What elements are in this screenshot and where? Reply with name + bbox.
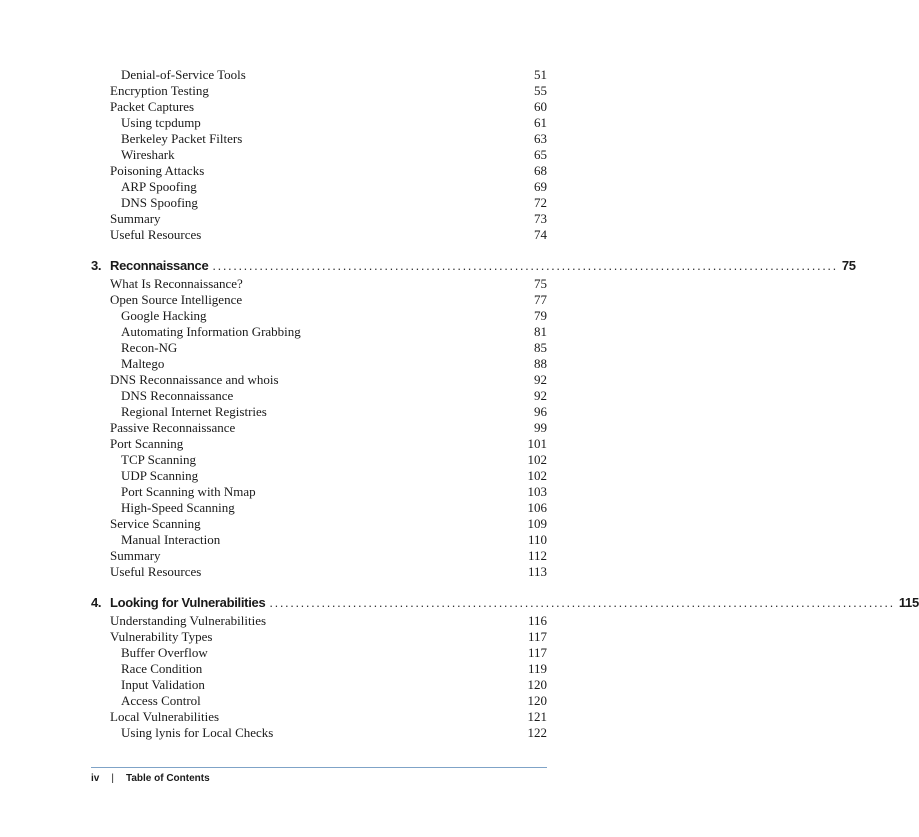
toc-entry[interactable] bbox=[110, 163, 547, 179]
footer-rule bbox=[91, 767, 547, 768]
toc-entry[interactable] bbox=[110, 613, 547, 629]
toc-entry[interactable] bbox=[110, 564, 547, 580]
toc-entry-page: 63 bbox=[534, 131, 547, 146]
toc-entry-page: 101 bbox=[527, 436, 547, 451]
toc-entry-title: Service Scanning bbox=[110, 516, 201, 531]
toc-entry-page: 51 bbox=[534, 67, 547, 82]
toc-entry-title: High-Speed Scanning bbox=[121, 500, 235, 515]
toc-entry-title: Open Source Intelligence bbox=[110, 292, 243, 307]
toc-entry-page: 77 bbox=[534, 292, 547, 307]
toc-entry[interactable] bbox=[121, 195, 547, 211]
toc-entry-page: 74 bbox=[534, 227, 547, 242]
toc-entry-title: Vulnerability Types bbox=[110, 629, 213, 644]
toc-entry-title: DNS Reconnaissance bbox=[121, 388, 234, 403]
toc-entry[interactable] bbox=[121, 308, 547, 324]
toc-entry[interactable] bbox=[110, 709, 547, 725]
toc-entry-title: Summary bbox=[110, 548, 161, 563]
toc-entry-title: Understanding Vulnerabilities bbox=[110, 613, 267, 628]
toc-entry[interactable] bbox=[121, 324, 547, 340]
chapter-page: 115 bbox=[898, 595, 919, 610]
chapter-number: 3. bbox=[91, 258, 102, 273]
toc-entry-page: 117 bbox=[527, 645, 547, 660]
toc-entry-page: 85 bbox=[534, 340, 547, 355]
toc-entry-page: 72 bbox=[534, 195, 547, 210]
toc-entry[interactable] bbox=[121, 356, 547, 372]
toc-entry-page: 120 bbox=[527, 677, 547, 692]
toc-entry-title: Poisoning Attacks bbox=[110, 163, 205, 178]
toc-entry-title: Google Hacking bbox=[121, 308, 207, 323]
toc-entry-title: Packet Captures bbox=[110, 99, 195, 114]
toc-entry-page: 121 bbox=[527, 709, 547, 724]
toc-entry-page: 65 bbox=[534, 147, 547, 162]
toc-entry[interactable] bbox=[121, 677, 547, 693]
footer-separator: | bbox=[111, 773, 114, 784]
toc-entry-page: 112 bbox=[527, 548, 547, 563]
toc-entry[interactable] bbox=[110, 227, 547, 243]
toc-entry[interactable] bbox=[121, 500, 547, 516]
toc-entry-page: 102 bbox=[527, 468, 547, 483]
toc-entry-page: 60 bbox=[534, 99, 547, 114]
chapter-number: 4. bbox=[91, 595, 102, 610]
toc-entry-title: What Is Reconnaissance? bbox=[110, 276, 243, 291]
toc-entry-title: DNS Reconnaissance and whois bbox=[110, 372, 279, 387]
page-footer bbox=[91, 772, 210, 786]
toc-entry[interactable] bbox=[121, 532, 547, 548]
toc-entry-title: Input Validation bbox=[121, 677, 205, 692]
toc-entry-page: 96 bbox=[534, 404, 547, 419]
toc-entry[interactable] bbox=[121, 340, 547, 356]
toc-chapter-heading[interactable] bbox=[91, 593, 919, 613]
toc-entry-title: Useful Resources bbox=[110, 227, 202, 242]
toc-entry[interactable] bbox=[110, 436, 547, 452]
toc-entry-title: Berkeley Packet Filters bbox=[121, 131, 243, 146]
toc-entry-title: Race Condition bbox=[121, 661, 203, 676]
toc-entry[interactable] bbox=[121, 67, 547, 83]
toc-entry[interactable] bbox=[121, 404, 547, 420]
toc-entry-page: 109 bbox=[527, 516, 547, 531]
toc-entry-title: Regional Internet Registries bbox=[121, 404, 267, 419]
toc-entry-page: 99 bbox=[534, 420, 547, 435]
toc-entry[interactable] bbox=[121, 484, 547, 500]
dot-leader: ........................................................................................................................ bbox=[269, 595, 895, 610]
toc-entry-page: 122 bbox=[527, 725, 547, 740]
toc-entry[interactable] bbox=[121, 725, 547, 741]
toc-entry-title: Denial-of-Service Tools bbox=[121, 67, 246, 82]
toc-entry-page: 88 bbox=[534, 356, 547, 371]
toc-entry[interactable] bbox=[121, 131, 547, 147]
toc-entry-title: Automating Information Grabbing bbox=[121, 324, 301, 339]
chapter-title: Looking for Vulnerabilities bbox=[110, 595, 266, 610]
toc-entry[interactable] bbox=[110, 420, 547, 436]
toc-entry-page: 102 bbox=[527, 452, 547, 467]
toc-entry[interactable] bbox=[121, 115, 547, 131]
toc-entry[interactable] bbox=[110, 516, 547, 532]
toc-entry-page: 81 bbox=[534, 324, 547, 339]
toc-entry-page: 116 bbox=[527, 613, 547, 628]
toc-entry-title: Port Scanning with Nmap bbox=[121, 484, 256, 499]
toc-entry-page: 120 bbox=[527, 693, 547, 708]
toc-entry-title: Maltego bbox=[121, 356, 165, 371]
toc-entry-page: 92 bbox=[534, 372, 547, 387]
dot-leader: ........................................................................................................................ bbox=[212, 258, 838, 273]
toc-entry-page: 73 bbox=[534, 211, 547, 226]
toc-entry-title: TCP Scanning bbox=[121, 452, 196, 467]
chapter-title: Reconnaissance bbox=[110, 258, 209, 273]
toc-entry-title: DNS Spoofing bbox=[121, 195, 198, 210]
toc-entry-page: 69 bbox=[534, 179, 547, 194]
toc-entry-title: Using tcpdump bbox=[121, 115, 201, 130]
toc-entry-title: Manual Interaction bbox=[121, 532, 221, 547]
toc-entry-page: 92 bbox=[534, 388, 547, 403]
toc-entry[interactable] bbox=[121, 179, 547, 195]
toc-entry[interactable] bbox=[121, 388, 547, 404]
toc-entry-title: Local Vulnerabilities bbox=[110, 709, 220, 724]
toc-entry-title: Buffer Overflow bbox=[121, 645, 208, 660]
toc-entry-page: 68 bbox=[534, 163, 547, 178]
toc-entry-title: Passive Reconnaissance bbox=[110, 420, 236, 435]
toc-entry-title: UDP Scanning bbox=[121, 468, 199, 483]
toc-entry[interactable] bbox=[110, 292, 547, 308]
toc-entry[interactable] bbox=[110, 629, 547, 645]
toc-chapter-heading[interactable] bbox=[91, 256, 856, 276]
toc-entry-title: Port Scanning bbox=[110, 436, 184, 451]
footer-page-number: iv bbox=[91, 773, 100, 784]
toc-entry[interactable] bbox=[110, 211, 547, 227]
toc-entry[interactable] bbox=[110, 548, 547, 564]
toc-entry[interactable] bbox=[121, 147, 547, 163]
toc-entry-title: Summary bbox=[110, 211, 161, 226]
toc-entry[interactable] bbox=[110, 83, 547, 99]
toc-entry-page: 79 bbox=[534, 308, 547, 323]
toc-entry-page: 103 bbox=[527, 484, 547, 499]
toc-entry[interactable] bbox=[121, 468, 547, 484]
toc-entry-page: 119 bbox=[527, 661, 547, 676]
toc-entry-title: Recon-NG bbox=[121, 340, 178, 355]
toc-entry-page: 75 bbox=[534, 276, 547, 291]
toc-entry-title: Encryption Testing bbox=[110, 83, 209, 98]
toc-entry-page: 106 bbox=[527, 500, 547, 515]
toc-entry[interactable] bbox=[121, 693, 547, 709]
toc-entry[interactable] bbox=[121, 661, 547, 677]
toc-entry-page: 117 bbox=[527, 629, 547, 644]
toc-entry[interactable] bbox=[110, 99, 547, 115]
toc-entry-page: 61 bbox=[534, 115, 547, 130]
toc-entry[interactable] bbox=[110, 276, 547, 292]
toc-entry-page: 113 bbox=[527, 564, 547, 579]
toc-entry[interactable] bbox=[110, 372, 547, 388]
toc-entry[interactable] bbox=[121, 645, 547, 661]
footer-section-title: Table of Contents bbox=[125, 773, 210, 784]
toc-entry-title: Using lynis for Local Checks bbox=[121, 725, 274, 740]
toc-entry-title: Useful Resources bbox=[110, 564, 202, 579]
chapter-page: 75 bbox=[841, 258, 856, 273]
toc-entry-title: Wireshark bbox=[121, 147, 175, 162]
toc-entry-page: 110 bbox=[527, 532, 547, 547]
toc-entry-title: ARP Spoofing bbox=[121, 179, 197, 194]
toc-entry[interactable] bbox=[121, 452, 547, 468]
toc-entry-title: Access Control bbox=[121, 693, 201, 708]
toc-entry-page: 55 bbox=[534, 83, 547, 98]
